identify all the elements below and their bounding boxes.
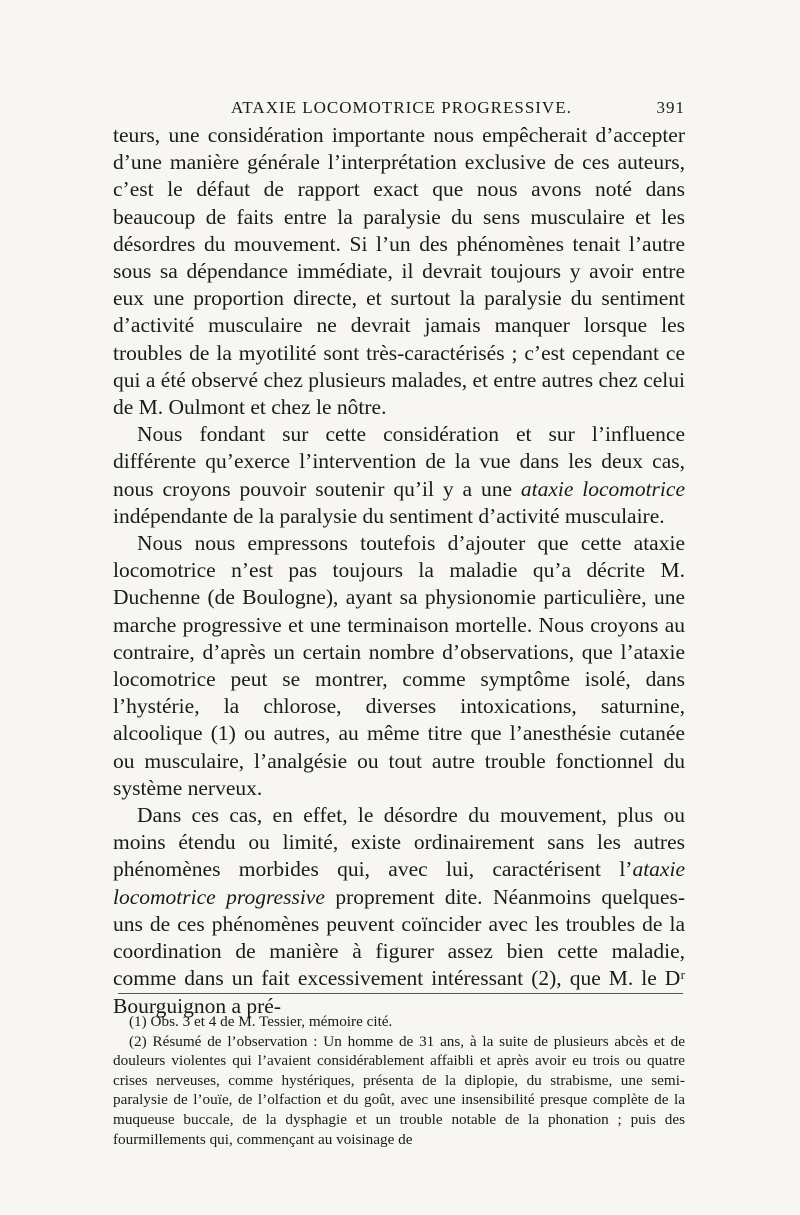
paragraph (113, 802, 685, 1020)
text-run: proprement dite. Néanmoins quelques-uns de ces phénomènes peuvent coïncider avec les troubles de la coordination de manière à figurer assez bien cette maladie, comme dans un fait excessivement intéressant (2), que M. le Dʳ Bourguignon a pré- (113, 884, 685, 1018)
body-text (113, 122, 685, 1020)
text-run: Dans ces cas, en effet, le désordre du mouvement, plus ou moins étendu ou limité, existe ordinairement sans les autres phénomènes morbides qui, avec lui, caractérisent l’ (113, 803, 685, 882)
paragraph: teurs, une considération importante nous empêcherait d’accepter d’une manière générale l’interprétation exclusive de ces auteurs, c’est le défaut de rapport exact que nous avons noté dans beaucoup de faits entre la paralysie du sens musculaire et les désordres du mouvement. Si l’un des phénomènes tenait l’autre sous sa dépendance immédiate, il devrait toujours y avoir entre eux une proportion directe, et surtout la paralysie du sentiment d’activité musculaire ne devrait jamais manquer lorsque les troubles de la myotilité sont très-caractérisés ; c’est cependant ce qui a été observé chez plusieurs malades, et entre autres chez celui de M. Oulmont et chez le nôtre. (113, 123, 685, 420)
paragraph (113, 421, 685, 530)
text-run: indépendante de la paralysie du sentiment d’activité musculaire. (113, 503, 665, 528)
footnotes (113, 1012, 685, 1149)
footnote: (2) Résumé de l’observation : Un homme de 31 ans, à la suite de plusieurs abcès et de douleurs violentes qui l’avaient considérablement affaibli et après avoir eu trois ou quatre crises nerveuses, comme hystériques, présenta de la diplopie, du strabisme, une semi-paralysie de l’ouïe, de l’olfaction et du goût, avec une insensibilité presque complète de la muqueuse buccale, de la dysphagie et un trouble notable de la phonation ; puis des fourmillements qui, commençant au voisinage de (113, 1032, 685, 1148)
footnote: (1) Obs. 3 et 4 de M. Tessier, mémoire cité. (129, 1013, 393, 1030)
footnote-divider (118, 993, 683, 994)
emphasis: ataxie locomotrice progressive (113, 857, 685, 909)
text-run: Nous fondant sur cette considération et sur l’influence différente qu’exerce l’intervention de la vue dans les deux cas, nous croyons pouvoir soutenir qu’il y a une (113, 422, 685, 501)
emphasis: ataxie locomotrice (520, 476, 685, 501)
running-title: ATAXIE LOCOMOTRICE PROGRESSIVE. (231, 98, 572, 117)
page-number: 391 (656, 98, 685, 117)
paragraph: Nous nous empressons toutefois d’ajouter que cette ataxie locomotrice n’est pas toujours la maladie qu’a décrite M. Duchenne (de Boulogne), ayant sa physionomie particulière, une marche progressive et une terminaison mortelle. Nous croyons au contraire, d’après un certain nombre d’observations, que l’ataxie locomotrice peut se montrer, comme symptôme isolé, dans l’hystérie, la chlorose, diverses intoxications, saturnine, alcoolique (1) ou autres, au même titre que l’anesthésie cutanée ou musculaire, l’analgésie ou tout autre trouble fonctionnel du système nerveux. (113, 531, 685, 800)
